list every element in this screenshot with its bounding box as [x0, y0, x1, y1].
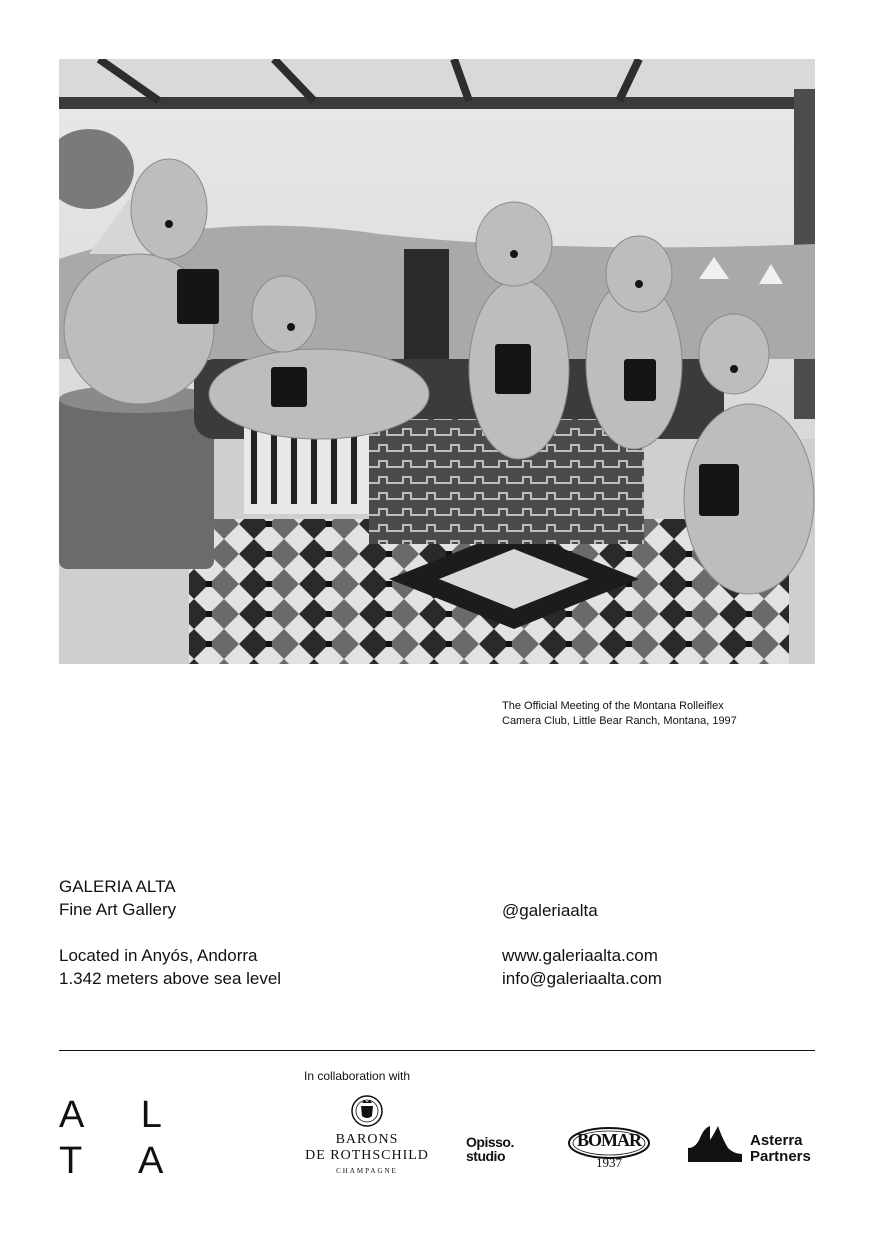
social-handle-link[interactable]: @galeriaalta [502, 901, 598, 920]
email-link[interactable]: info@galeriaalta.com [502, 969, 662, 988]
opisso-line-2: studio [466, 1148, 505, 1164]
partner-bomar-logo [566, 1126, 652, 1174]
featured-photograph [59, 59, 815, 664]
gallery-location: Located in Anyós, Andorra [59, 946, 258, 965]
photo-caption [502, 699, 822, 729]
contact-web-block [502, 944, 662, 990]
partner-opisso-logo [466, 1135, 514, 1163]
partner-asterra-logo [750, 1133, 811, 1165]
gallery-altitude: 1.342 meters above sea level [59, 969, 282, 988]
bomar-year: 1937 [596, 1155, 622, 1170]
crest-icon [350, 1094, 384, 1128]
bomar-name: BOMAR [577, 1130, 641, 1150]
gallery-name: GALERIA ALTA [59, 877, 176, 896]
rothschild-line-1: BARONS [335, 1132, 399, 1147]
alta-logo-row-2: T A [59, 1140, 188, 1182]
photo-illustration [59, 59, 815, 664]
gallery-location-block [59, 944, 281, 990]
alta-logo-row-1: A L [59, 1094, 186, 1136]
website-link[interactable]: www.galeriaalta.com [502, 946, 658, 965]
footer-divider [59, 1050, 815, 1051]
gallery-type: Fine Art Gallery [59, 900, 177, 919]
rothschild-line-2: DE ROTHSCHILD [305, 1148, 429, 1163]
asterra-line-1: Asterra [750, 1132, 803, 1149]
alta-logo [59, 1092, 187, 1184]
asterra-line-2: Partners [750, 1148, 811, 1165]
contact-social-block [502, 899, 598, 922]
opisso-line-1: Opisso. [466, 1134, 514, 1150]
rothschild-line-3: CHAMPAGNE [336, 1167, 398, 1175]
collaboration-label: In collaboration with [304, 1069, 411, 1083]
asterra-mark-icon [688, 1124, 742, 1162]
partner-rothschild-logo [303, 1094, 431, 1175]
gallery-info [59, 875, 176, 921]
caption-line-2: Camera Club, Little Bear Ranch, Montana, 1997 [502, 715, 737, 727]
caption-line-1: The Official Meeting of the Montana Rolleiflex [502, 700, 724, 712]
